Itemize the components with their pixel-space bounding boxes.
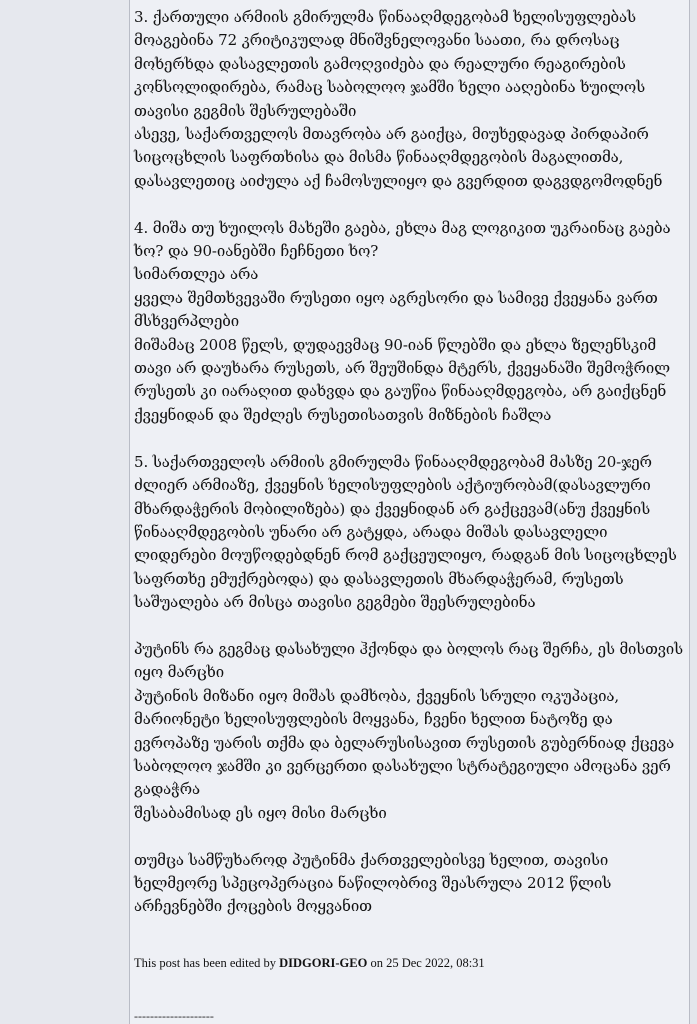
post-line: ასევე, საქართველოს მთავრობა არ გაიქცა, მიუხედავად პირდაპირ (134, 125, 649, 144)
post-line: პუტინის მიზანი იყო მიშას დამხობა, ქვეყნის სრული ოკუპაცია, (134, 686, 620, 705)
post-line: არჩევნებში ქოცების მოყვანით (134, 897, 372, 916)
post-line: საშუალება არ მისცა თავისი გეგმები შეესრულებინა (134, 593, 536, 612)
post-line: ლიდერები მოუწოდებდნენ რომ გაქცეულიყო, რადგან მის სიცოცხლეს (134, 546, 677, 565)
post-line: მიშამაც 2008 წელს, დუდაევმაც 90-იან წლებში და ეხლა ზელენსკიმ (134, 335, 657, 354)
post-line: ხო? და 90-იანებში ჩეჩნეთი ხო? (134, 242, 379, 261)
post-line: ხელმეორე სპეცოპერაცია ნაწილობრივ შეასრულა 2012 წლის (134, 873, 612, 892)
post-line: კონსოლიდირება, რამაც საბოლოო ჯამში ხელი ააღებინა ხუილოს (134, 78, 646, 97)
post-paragraph (134, 217, 683, 428)
post-line: ძლიერ არმიაზე, ქვეყნის ხელისუფლების აქტიურობამ(დასავლური (134, 476, 651, 495)
post-line: მხარდაჭერის მობილიზება) და ქვეყნიდან არ გაქცევამ(ანუ ქვეყნის (134, 499, 651, 518)
post-line: იყო მარცხი (134, 663, 225, 682)
post-author-column (0, 0, 129, 1024)
post-line: პუტინს რა გეგმაც დასახული ჰქონდა და ბოლოს რაც შერჩა, ეს მისთვის (134, 639, 684, 658)
edit-note-date: on 25 Dec 2022, 08:31 (367, 956, 485, 970)
post-line: სიცოცხლის საფრთხისა და მისმა წინააღმდეგობის მაგალითმა, (134, 148, 624, 167)
post-line: ქვეყნიდან და შეძლეს რუსეთისათვის მიზნების ჩაშლა (134, 405, 552, 424)
post-line: თუმცა სამწუხაროდ პუტინმა ქართველებისვე ხელით, თავისი (134, 850, 609, 869)
post-line: წინააღმდეგობის უნარი არ გატყდა, არადა მიშას დასავლელი (134, 522, 608, 541)
post-line: შესაბამისად ეს იყო მისი მარცხი (134, 803, 387, 822)
post-line: დასავლეთიც აიძულა აქ ჩამოსულიყო და გვერდით დაგვდგომოდნენ (134, 171, 663, 190)
post-line: მარიონეტი ხელისუფლების მოყვანა, ჩვენი ხელით ნატოზე და (134, 710, 613, 729)
post-line: საბოლოო ჯამში კი ვერცერთი დასახული სტრატეგიული ამოცანა ვერ (134, 756, 671, 775)
post-line: სიმართლეა არა (134, 265, 259, 284)
post-line: ევროპაზე უარის თქმა და ბელარუსისავით რუსეთის გუბერნიად ქცევა (134, 733, 675, 752)
edit-note (134, 956, 485, 971)
post-line: ყველა შემთხვევაში რუსეთი იყო აგრესორი და სამივე ქვეყანა ვართ (134, 288, 658, 307)
post-line: 4. მიშა თუ ხუილოს მახეში გაება, ეხლა მაგ ლოგიკით უკრაინაც გაება (134, 218, 671, 237)
post-line: 3. ქართული არმიის გმირულმა წინააღმდეგობამ ხელისუფლებას (134, 8, 636, 26)
edit-note-prefix: This post has been edited by (134, 956, 280, 970)
post-paragraph (134, 451, 683, 615)
post-line: მოაგებინა 72 კრიტიკულად მნიშვნელოვანი საათი, რა დროსაც (134, 31, 620, 50)
post-paragraph (134, 638, 683, 825)
post-line: გადაჭრა (134, 780, 200, 799)
post-paragraph (134, 6, 683, 193)
edit-note-author: DIDGORI-GEO (279, 956, 368, 970)
post-paragraph (134, 849, 683, 919)
post-line: მსხვერპლები (134, 312, 240, 331)
post-line: 5. საქართველოს არმიის გმირულმა წინააღმდეგობამ მასზე 20-ჯერ (134, 452, 652, 471)
post-line: რუსეთს კი იარაღით დახვდა და გაუწია წინააღმდეგობა, არ გაიქცნენ (134, 382, 667, 401)
post-line: მოხერხდა დასავლეთის გამოღვიძება და რეალური რეაგირების (134, 54, 626, 73)
post-line: თავი არ დაუხარა რუსეთს, არ შეუშინდა მტერს, ქვეყანაში შემოჭრილ (134, 359, 671, 378)
signature-divider: -------------------- (134, 1009, 214, 1023)
post-line: საფრთხე ემუქრებოდა) და დასავლეთის მხარდაჭერამ, რუსეთს (134, 569, 624, 588)
post-line: თავისი გეგმის შესრულებაში (134, 101, 357, 120)
post-text (130, 0, 689, 919)
post-body (129, 0, 690, 1024)
